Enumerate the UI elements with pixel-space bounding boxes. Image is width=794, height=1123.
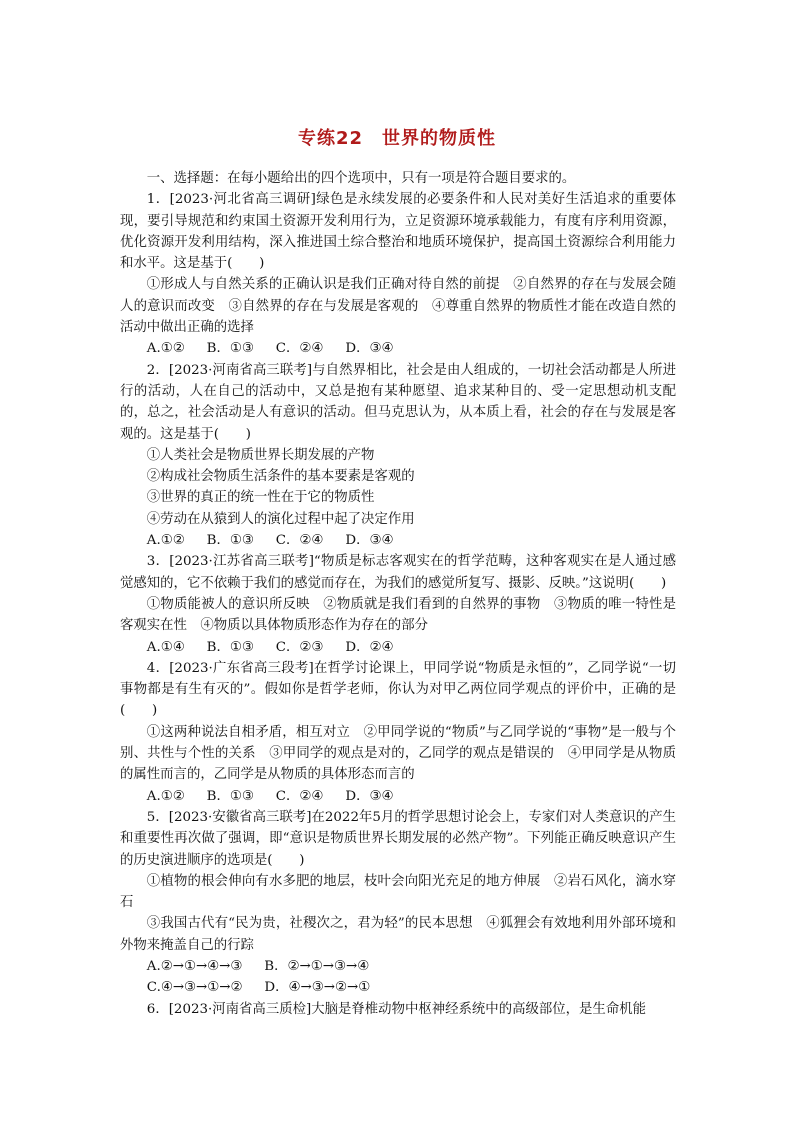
answer-options: C.④→③→①→② D．④→③→②→① (146, 980, 371, 996)
question-item: ④劳动在从猿到人的演化过程中起了决定作用 (146, 511, 415, 527)
question-stem: 6．[2023·河南省高三质检]大脑是脊椎动物中枢神经系统中的高级部位，是生命机能 (146, 1001, 646, 1017)
page-title: 专练22 世界的物质性 (297, 128, 497, 149)
question-item: ②构成社会物质生活条件的基本要素是客观的 (146, 469, 415, 485)
question-stem: 1．[2023·河北省高三调研]绿色是永续发展的必要条件和人民对美好生活追求的重要体现，要引导规范和约束国土资源开发利用行为，立足资源环境承载能力，有度有序利用资源，优化资源开发利用结构，深入推进国土综合整治和地质环境保护，提高国土资源综合利用能力和水平。这是基于( ) (120, 192, 676, 272)
answer-options: A.①④ B．①③ C．②③ D．②④ (146, 639, 394, 655)
question-item: ①形成人与自然关系的正确认识是我们正确对待自然的前提 ②自然界的存在与发展会随人的意识而改变 ③自然界的存在与发展是客观的 ④尊重自然界的物质性才能在改造自然的活动中做出正确的选择 (120, 277, 676, 336)
question-item: ①植物的根会伸向有水多肥的地层，枝叶会向阳光充足的地方伸展 ②岩石风化，滴水穿石 (120, 873, 676, 911)
question-stem: 2．[2023·河南省高三联考]与自然界相比，社会是由人组成的，一切社会活动都是人所进行的活动，人在自己的活动中，又总是抱有某种愿望、追求某种目的、受一定思想动机支配的，总之，社会活动是人有意识的活动。但马克思认为，从本质上看，社会的存在与发展是客观的。这是基于( ) (120, 362, 676, 442)
section-heading: 一、选择题：在每小题给出的四个选项中，只有一项是符合题目要求的。 (146, 171, 576, 186)
answer-options: A.①② B．①③ C．②④ D．③④ (146, 788, 394, 804)
question-item: ③世界的真正的统一性在于它的物质性 (146, 490, 375, 506)
question-item: ③我国古代有“民为贵，社稷次之，君为轻”的民本思想 ④狐狸会有效地利用外部环境和外物来掩盖自己的行踪 (120, 916, 676, 953)
question-item: ①人类社会是物质世界长期发展的产物 (146, 447, 375, 463)
question-stem: 3．[2023·江苏省高三联考]“物质是标志客观实在的哲学范畴，这种客观实在是人通过感觉感知的，它不依赖于我们的感觉而存在，为我们的感觉所复写、摄影、反映。”这说明( ) (120, 554, 676, 591)
answer-options: A.①② B．①③ C．②④ D．③④ (146, 533, 394, 549)
question-item: ①这两种说法自相矛盾，相互对立 ②甲同学说的“物质”与乙同学说的“事物”是一般与个别、共性与个性的关系 ③甲同学的观点是对的，乙同学的观点是错误的 ④甲同学是从物质的属性而言的，乙同学是从物质的具体形态而言的 (120, 724, 676, 783)
question-list (120, 168, 676, 1020)
question-stem: 4．[2023·广东省高三段考]在哲学讨论课上，甲同学说“物质是永恒的”，乙同学说“一切事物都是有生有灭的”。假如你是哲学老师，你认为对甲乙两位同学观点的评价中，正确的是( ) (120, 660, 676, 719)
question-stem: 5．[2023·安徽省高三联考]在2022年5月的哲学思想讨论会上，专家们对人类意识的产生和重要性再次做了强调，即“意识是物质世界长期发展的必然产物”。下列能正确反映意识产生的历史演进顺序的选项是( ) (120, 809, 676, 868)
answer-options: A.②→①→④→③ B．②→①→③→④ (146, 958, 370, 974)
answer-options: A.①② B．①③ C．②④ D．③④ (146, 341, 394, 357)
question-item: ①物质能被人的意识所反映 ②物质就是我们看到的自然界的事物 ③物质的唯一特性是客观实在性 ④物质以具体物质形态作为存在的部分 (120, 596, 676, 634)
